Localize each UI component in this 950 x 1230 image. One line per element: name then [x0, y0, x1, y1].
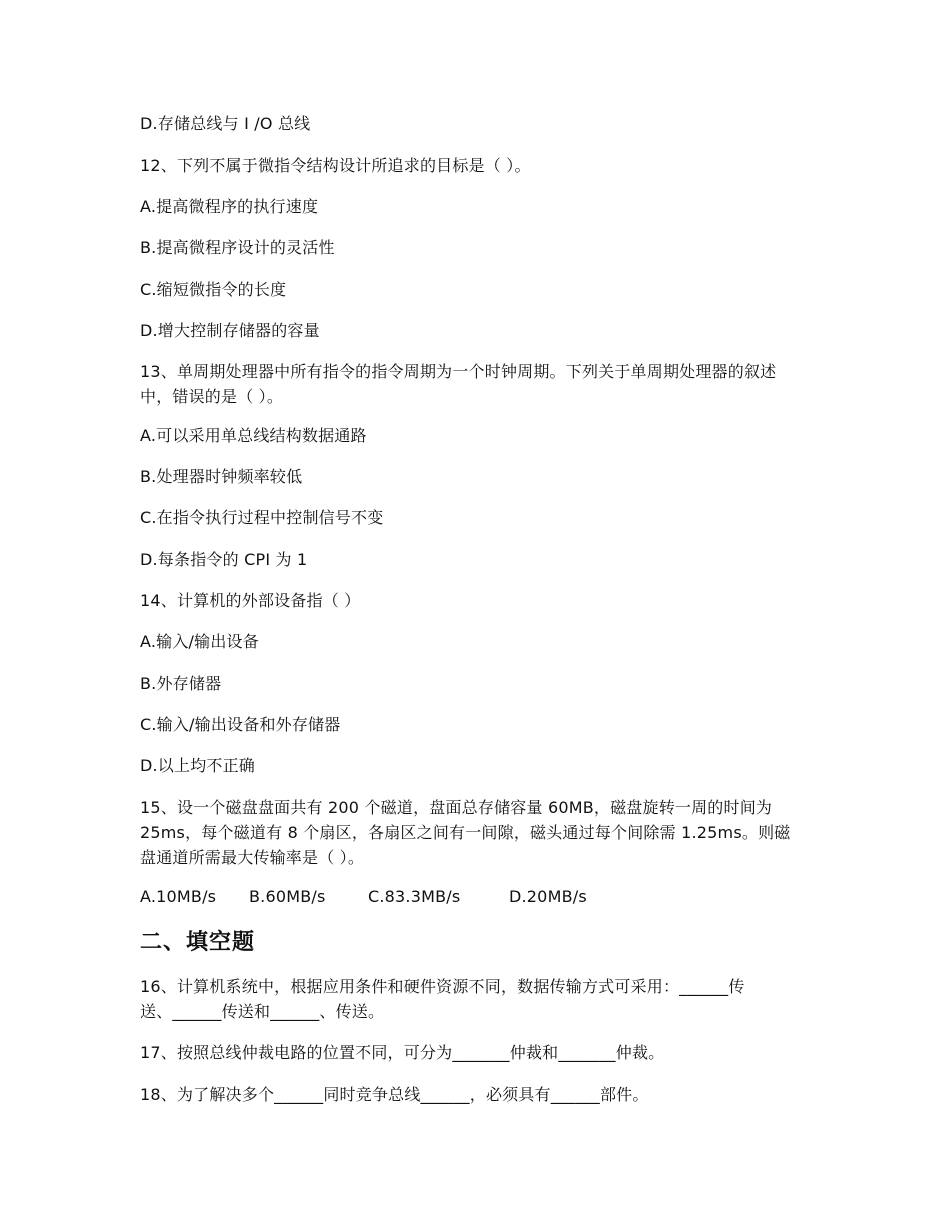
question-13-option-c: C.在指令执行过程中控制信号不变: [140, 508, 384, 527]
question-16-line-1: 16、计算机系统中，根据应用条件和硬件资源不同，数据传输方式可采用：______传: [140, 977, 745, 996]
question-15-option-d: D.20MB/s: [509, 887, 587, 906]
question-13-line-2: 中，错误的是（ ）。: [140, 387, 284, 406]
question-18: 18、为了解决多个______同时竞争总线______，必须具有______部件。: [140, 1085, 649, 1104]
question-12: 12、下列不属于微指令结构设计所追求的目标是（ ）。: [140, 156, 531, 175]
question-13-option-a: A.可以采用单总线结构数据通路: [140, 426, 367, 445]
question-15-option-c: C.83.3MB/s: [368, 887, 461, 906]
question-14-option-c: C.输入/输出设备和外存储器: [140, 715, 341, 734]
question-14-option-a: A.输入/输出设备: [140, 632, 259, 651]
question-14: 14、计算机的外部设备指（ ）: [140, 591, 361, 610]
question-15-option-a: A.10MB/s: [140, 887, 217, 906]
question-12-option-c: C.缩短微指令的长度: [140, 280, 287, 299]
question-15-option-b: B.60MB/s: [249, 887, 326, 906]
section-2-heading: 二、填空题: [140, 930, 256, 955]
question-14-option-d: D.以上均不正确: [140, 756, 256, 775]
question-12-option-a: A.提高微程序的执行速度: [140, 197, 319, 216]
question-13-line-1: 13、单周期处理器中所有指令的指令周期为一个时钟周期。下列关于单周期处理器的叙述: [140, 362, 777, 381]
question-15-line-1: 15、设一个磁盘盘面共有 200 个磁道，盘面总存储容量 60MB，磁盘旋转一周的时间为: [140, 798, 773, 817]
question-12-option-d: D.增大控制存储器的容量: [140, 321, 320, 340]
question-17: 17、按照总线仲裁电路的位置不同，可分为_______仲裁和_______仲裁。: [140, 1043, 665, 1062]
question-15-line-3: 盘通道所需最大传输率是（ ）。: [140, 848, 365, 867]
question-13-option-d: D.每条指令的 CPI 为 1: [140, 550, 308, 569]
option-d-previous: D.存储总线与 I /O 总线: [140, 114, 311, 133]
question-14-option-b: B.外存储器: [140, 674, 222, 693]
question-13-option-b: B.处理器时钟频率较低: [140, 467, 303, 486]
question-16-line-2: 送、______传送和______、传送。: [140, 1002, 385, 1021]
question-15-line-2: 25ms，每个磁道有 8 个扇区，各扇区之间有一间隙，磁头通过每个间除需 1.25ms。则磁: [140, 823, 791, 842]
question-12-option-b: B.提高微程序设计的灵活性: [140, 238, 335, 257]
